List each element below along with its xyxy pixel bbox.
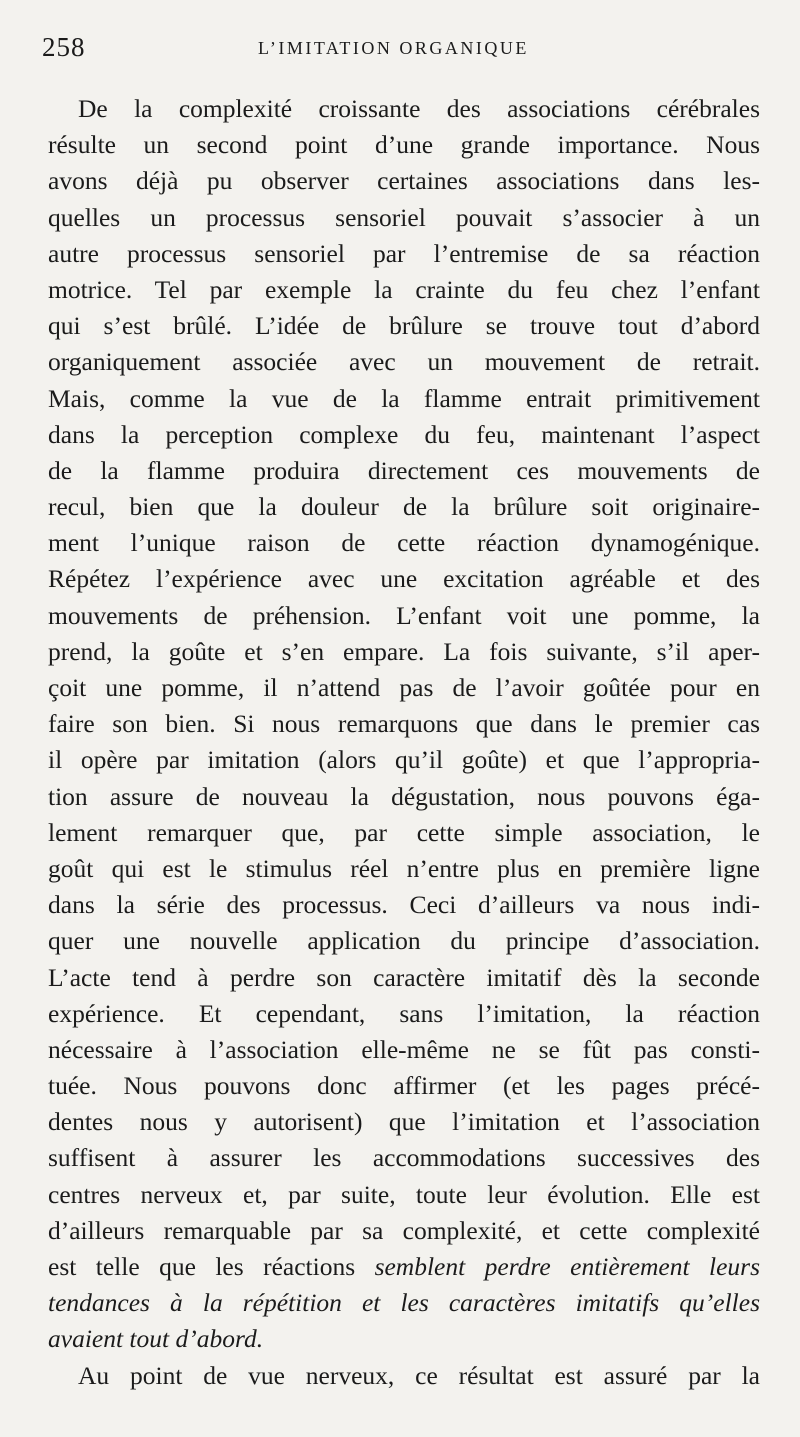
text-line: organiquement associée avec un mouvement de retrait. (48, 347, 760, 377)
text-line: Au point de vue nerveux, ce résultat est assuré par la (78, 1360, 760, 1390)
text-line: dans la perception complexe du feu, maintenant l’aspect (48, 419, 760, 449)
text-line: lement remarquer que, par cette simple association, le (48, 817, 760, 847)
italic-text: tendances à la répétition et les caractères imitatifs qu’elles (48, 1288, 760, 1318)
text-line: L’acte tend à perdre son caractère imitatif dès la seconde (48, 962, 760, 992)
page-number: 258 (42, 32, 86, 62)
text-line: quelles un processus sensoriel pouvait s’associer à un (48, 202, 760, 232)
text-line: çoit une pomme, il n’attend pas de l’avoir goûtée pour en (48, 673, 760, 702)
text-line: expérience. Et cependant, sans l’imitation, la réaction (48, 998, 760, 1028)
text-line: recul, bien que la douleur de la brûlure soit originaire- (48, 492, 760, 522)
text-line: est telle que les réactions semblent perdre entièrement leurs (48, 1252, 761, 1281)
text-line: autre processus sensoriel par l’entremise de sa réaction (48, 238, 760, 268)
text-line: nécessaire à l’association elle-même ne se fût pas consti- (48, 1034, 760, 1064)
italic-text: avaient tout d’abord. (48, 1324, 264, 1354)
text-line: résulte un second point d’une grande importance. Nous (48, 130, 760, 160)
text-line: avons déjà pu observer certaines associations dans les- (48, 166, 760, 196)
text-line: dans la série des processus. Ceci d’ailleurs va nous indi- (48, 890, 760, 920)
text-line: il opère par imitation (alors qu’il goûte) et que l’appropria- (48, 745, 760, 775)
text-line: Mais, comme la vue de la flamme entrait primitivement (48, 383, 760, 413)
text-line: d’ailleurs remarquable par sa complexité, et cette complexité (48, 1215, 760, 1245)
text-line: centres nerveux et, par suite, toute leur évolution. Elle est (48, 1179, 760, 1209)
text-line: dentes nous y autorisent) que l’imitation et l’association (48, 1107, 760, 1137)
text-line: goût qui est le stimulus réel n’entre plus en première ligne (48, 853, 760, 883)
text-line: motrice. Tel par exemple la crainte du feu chez l’enfant (48, 274, 760, 304)
text-line: tuée. Nous pouvons donc affirmer (et les pages précé- (48, 1071, 760, 1101)
body-text (48, 91, 760, 1394)
text-line (48, 1321, 760, 1357)
page-header (40, 32, 760, 72)
text-line (48, 1285, 760, 1321)
italic-text: semblent perdre entièrement leurs (374, 1252, 761, 1281)
text-line: prend, la goûte et s’en empare. La fois suivante, s’il aper- (48, 636, 760, 666)
text-line: suffisent à assurer les accommodations successives des (48, 1143, 760, 1173)
text-line: de la flamme produira directement ces mouvements de (48, 455, 760, 485)
running-title: L’IMITATION ORGANIQUE (258, 38, 529, 58)
text-line: tion assure de nouveau la dégustation, nous pouvons éga- (48, 781, 760, 811)
text-line: ment l’unique raison de cette réaction dynamogénique. (48, 528, 760, 558)
text-line: faire son bien. Si nous remarquons que dans le premier cas (48, 709, 760, 739)
text-line: quer une nouvelle application du principe d’association. (48, 926, 760, 956)
text-line: mouvements de préhension. L’enfant voit une pomme, la (48, 600, 760, 630)
text-line: qui s’est brûlé. L’idée de brûlure se trouve tout d’abord (48, 311, 760, 341)
text-line: Répétez l’expérience avec une excitation agréable et des (48, 564, 760, 594)
text-line: De la complexité croissante des associations cérébrales (78, 94, 760, 123)
